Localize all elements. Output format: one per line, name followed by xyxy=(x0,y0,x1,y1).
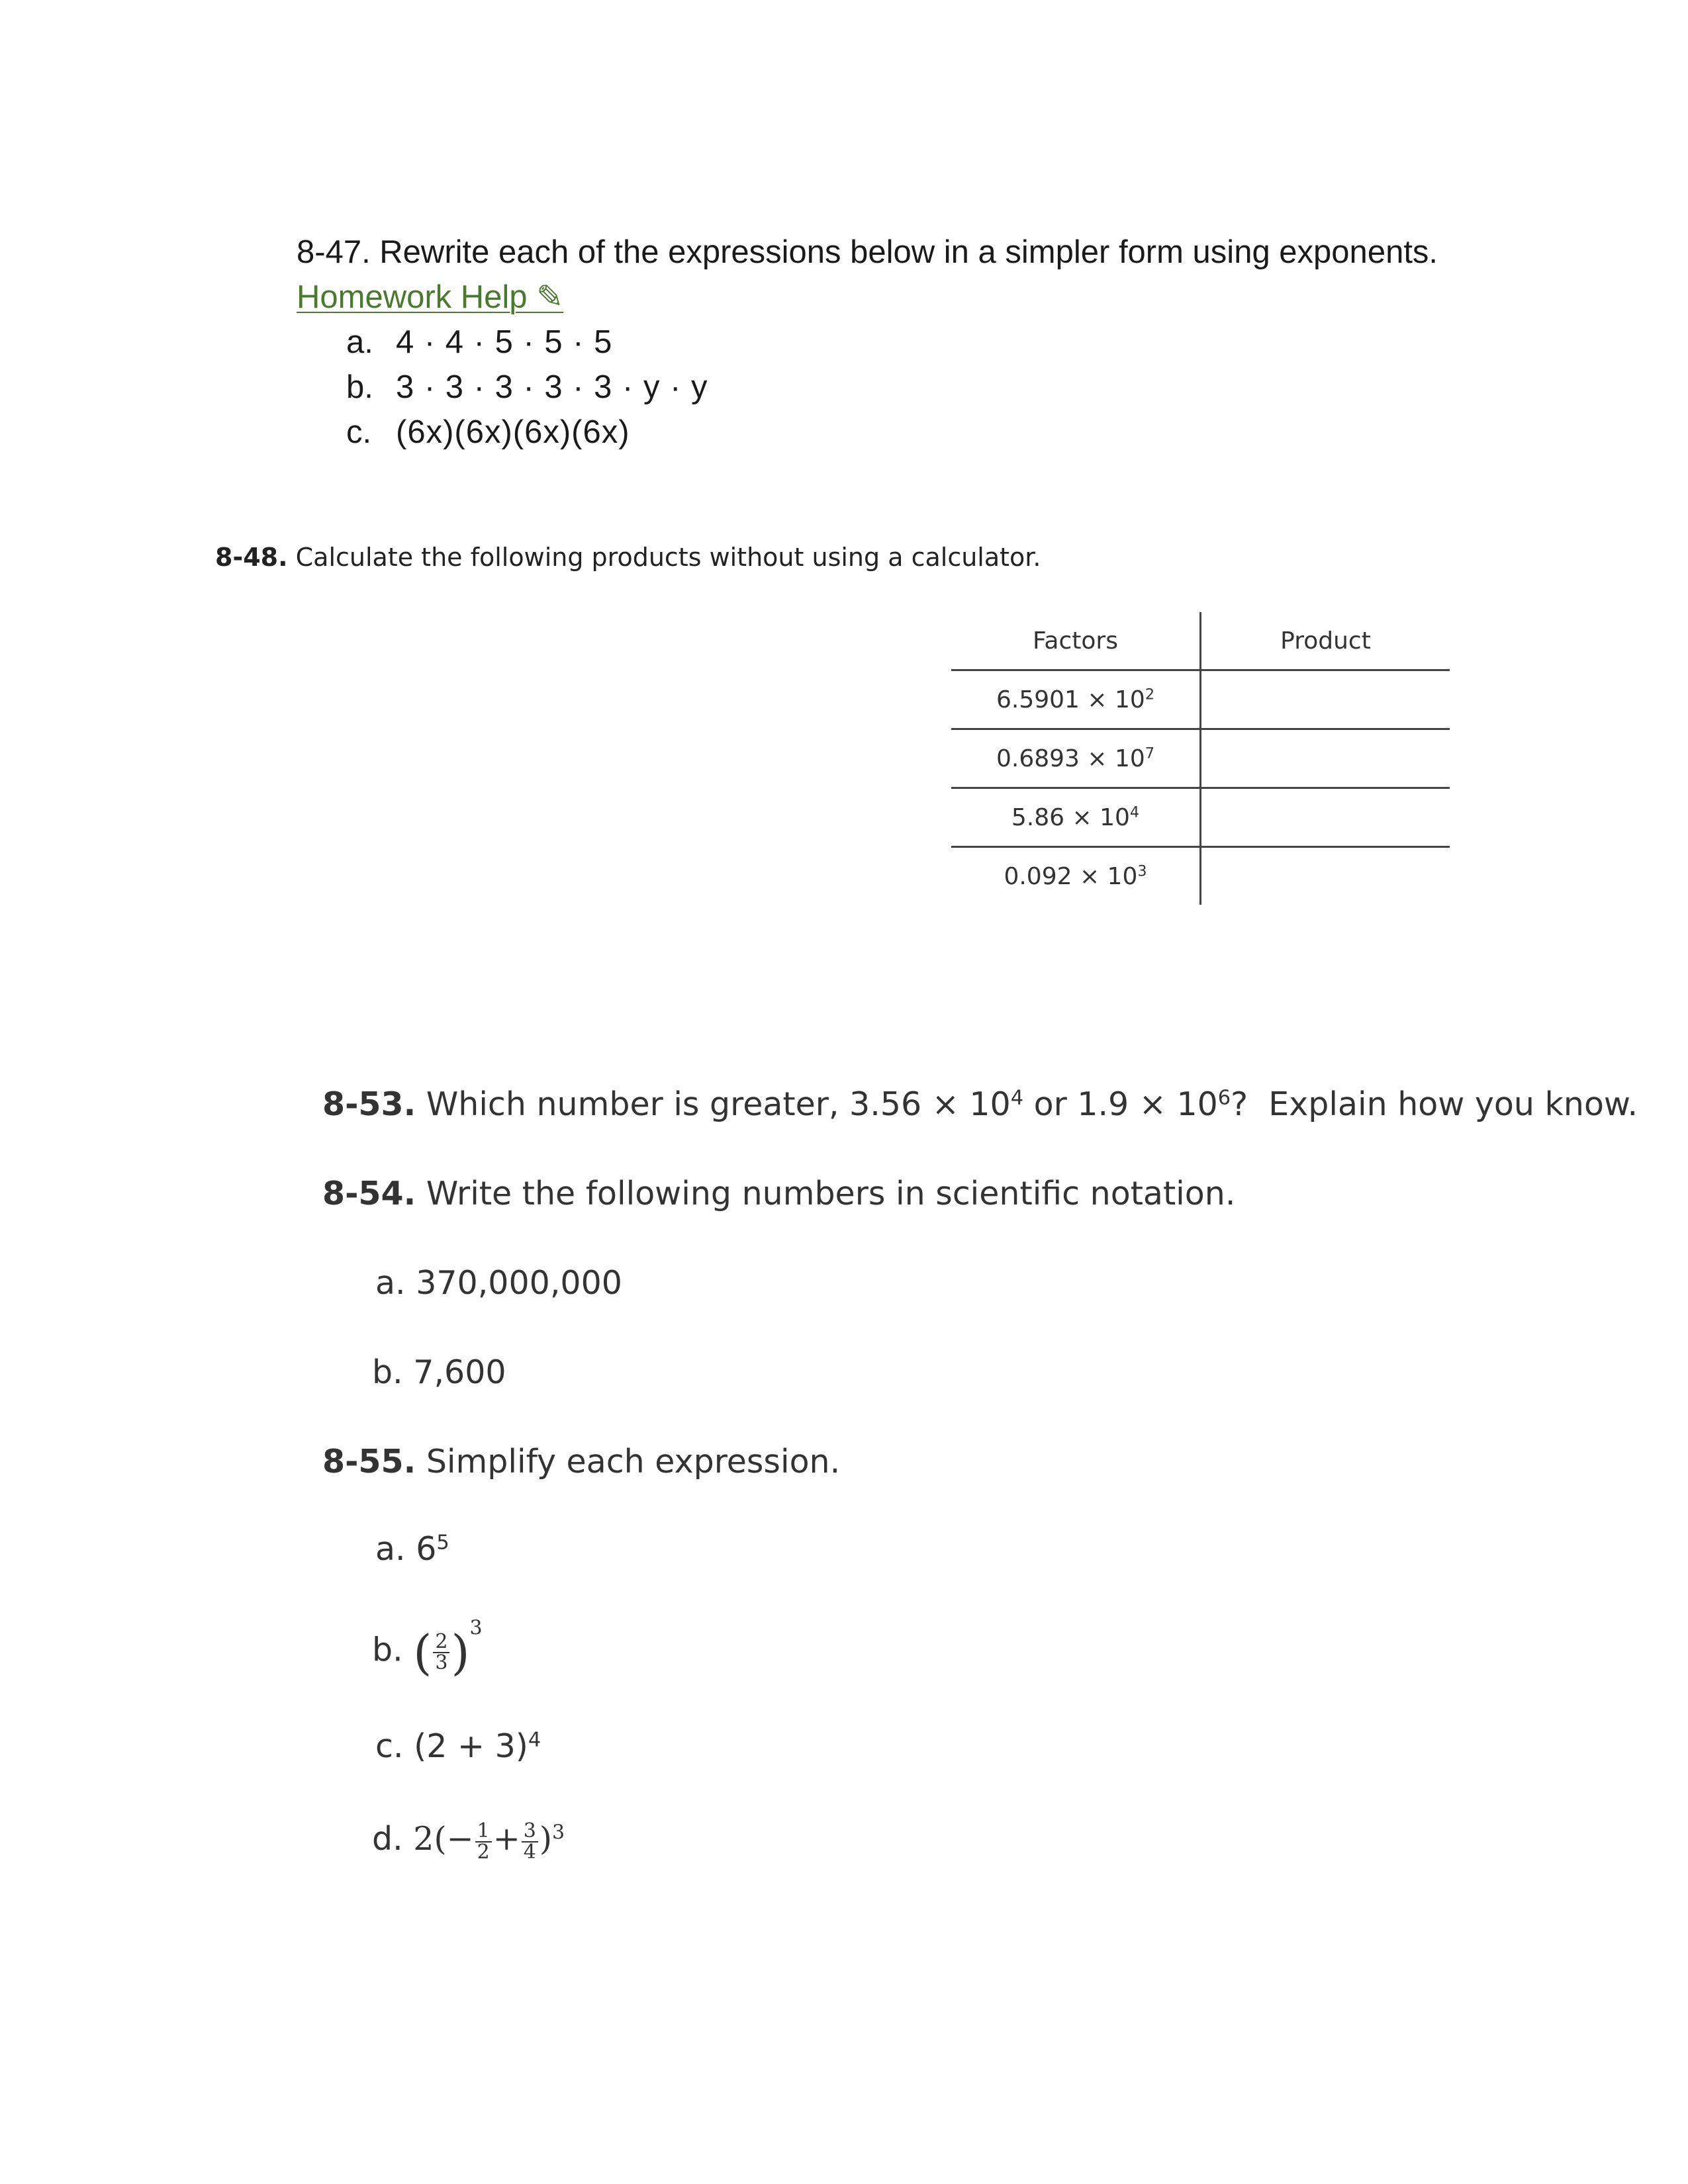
problem-text: Write the following numbers in scientific notation. xyxy=(426,1175,1236,1212)
fraction: $\frac{2}{3}$ xyxy=(433,1632,449,1673)
table-row xyxy=(951,788,1450,847)
factor-cell: $0.092 \times 10^3$ xyxy=(951,847,1201,905)
list-item: d. 2(− $\frac{1}{2}$ + $\frac{3}{4}$ )$^3$ xyxy=(372,1819,565,1864)
problem-text: Calculate the following products without using a calculator. xyxy=(295,543,1041,572)
factor-cell: $0.6893 \times 10^7$ xyxy=(951,729,1201,788)
product-cell[interactable] xyxy=(1201,847,1450,905)
item-expression: (6x)(6x)(6x)(6x) xyxy=(396,414,630,450)
list-item xyxy=(346,365,1438,410)
item-expression: 4 · 4 · 5 · 5 · 5 xyxy=(396,324,613,360)
fraction: $\frac{3}{4}$ xyxy=(522,1821,538,1862)
factors-table xyxy=(951,612,1450,905)
list-item: a. 370,000,000 xyxy=(375,1264,622,1302)
problem-number: 8-54. xyxy=(322,1175,416,1212)
factor-cell: $5.86 \times 10^4$ xyxy=(951,788,1201,847)
list-item xyxy=(346,320,1438,365)
problem-number: 8-53. xyxy=(322,1085,416,1123)
list-item xyxy=(346,410,1438,455)
item-label: c. xyxy=(346,414,372,450)
problem-number: 8-48. xyxy=(215,543,288,572)
table-row xyxy=(951,670,1450,729)
fraction: $\frac{1}{2}$ xyxy=(475,1821,492,1862)
table-row xyxy=(951,729,1450,788)
problem-8-53: 8-53. Which number is greater, $3.56 \times 10^4$ or $1.9 \times 10^6$? Explain how you know. xyxy=(322,1085,1638,1123)
problem-number: 8-55. xyxy=(322,1443,416,1480)
list-item: a. $6^5$ xyxy=(375,1530,449,1568)
column-header-product: Product xyxy=(1280,627,1371,655)
problem-text: Simplify each expression. xyxy=(426,1443,841,1480)
homework-help-link[interactable]: Homework Help ✎ xyxy=(297,279,564,315)
product-cell[interactable] xyxy=(1201,670,1450,729)
problem-8-54 xyxy=(322,1175,1235,1212)
item-label: a. xyxy=(346,324,373,360)
list-item: b. ( $\frac{2}{3}$ )$^3$ xyxy=(372,1616,483,1680)
list-item: b. 7,600 xyxy=(372,1353,506,1391)
problem-8-47-title: 8-47. Rewrite each of the expressions below in a simpler form using exponents. xyxy=(297,234,1438,270)
table-row xyxy=(951,847,1450,905)
item-label: b. xyxy=(346,369,373,405)
list-item: c. $(2 + 3)^4$ xyxy=(375,1727,541,1765)
problem-8-47 xyxy=(297,230,1438,455)
factor-cell: $6.5901 \times 10^2$ xyxy=(951,670,1201,729)
problem-8-55 xyxy=(322,1443,840,1480)
problem-8-48 xyxy=(215,543,1041,572)
product-cell[interactable] xyxy=(1201,729,1450,788)
item-expression: 3 · 3 · 3 · 3 · 3 · y · y xyxy=(396,369,708,405)
product-cell[interactable] xyxy=(1201,788,1450,847)
column-header-factors: Factors xyxy=(951,612,1201,670)
